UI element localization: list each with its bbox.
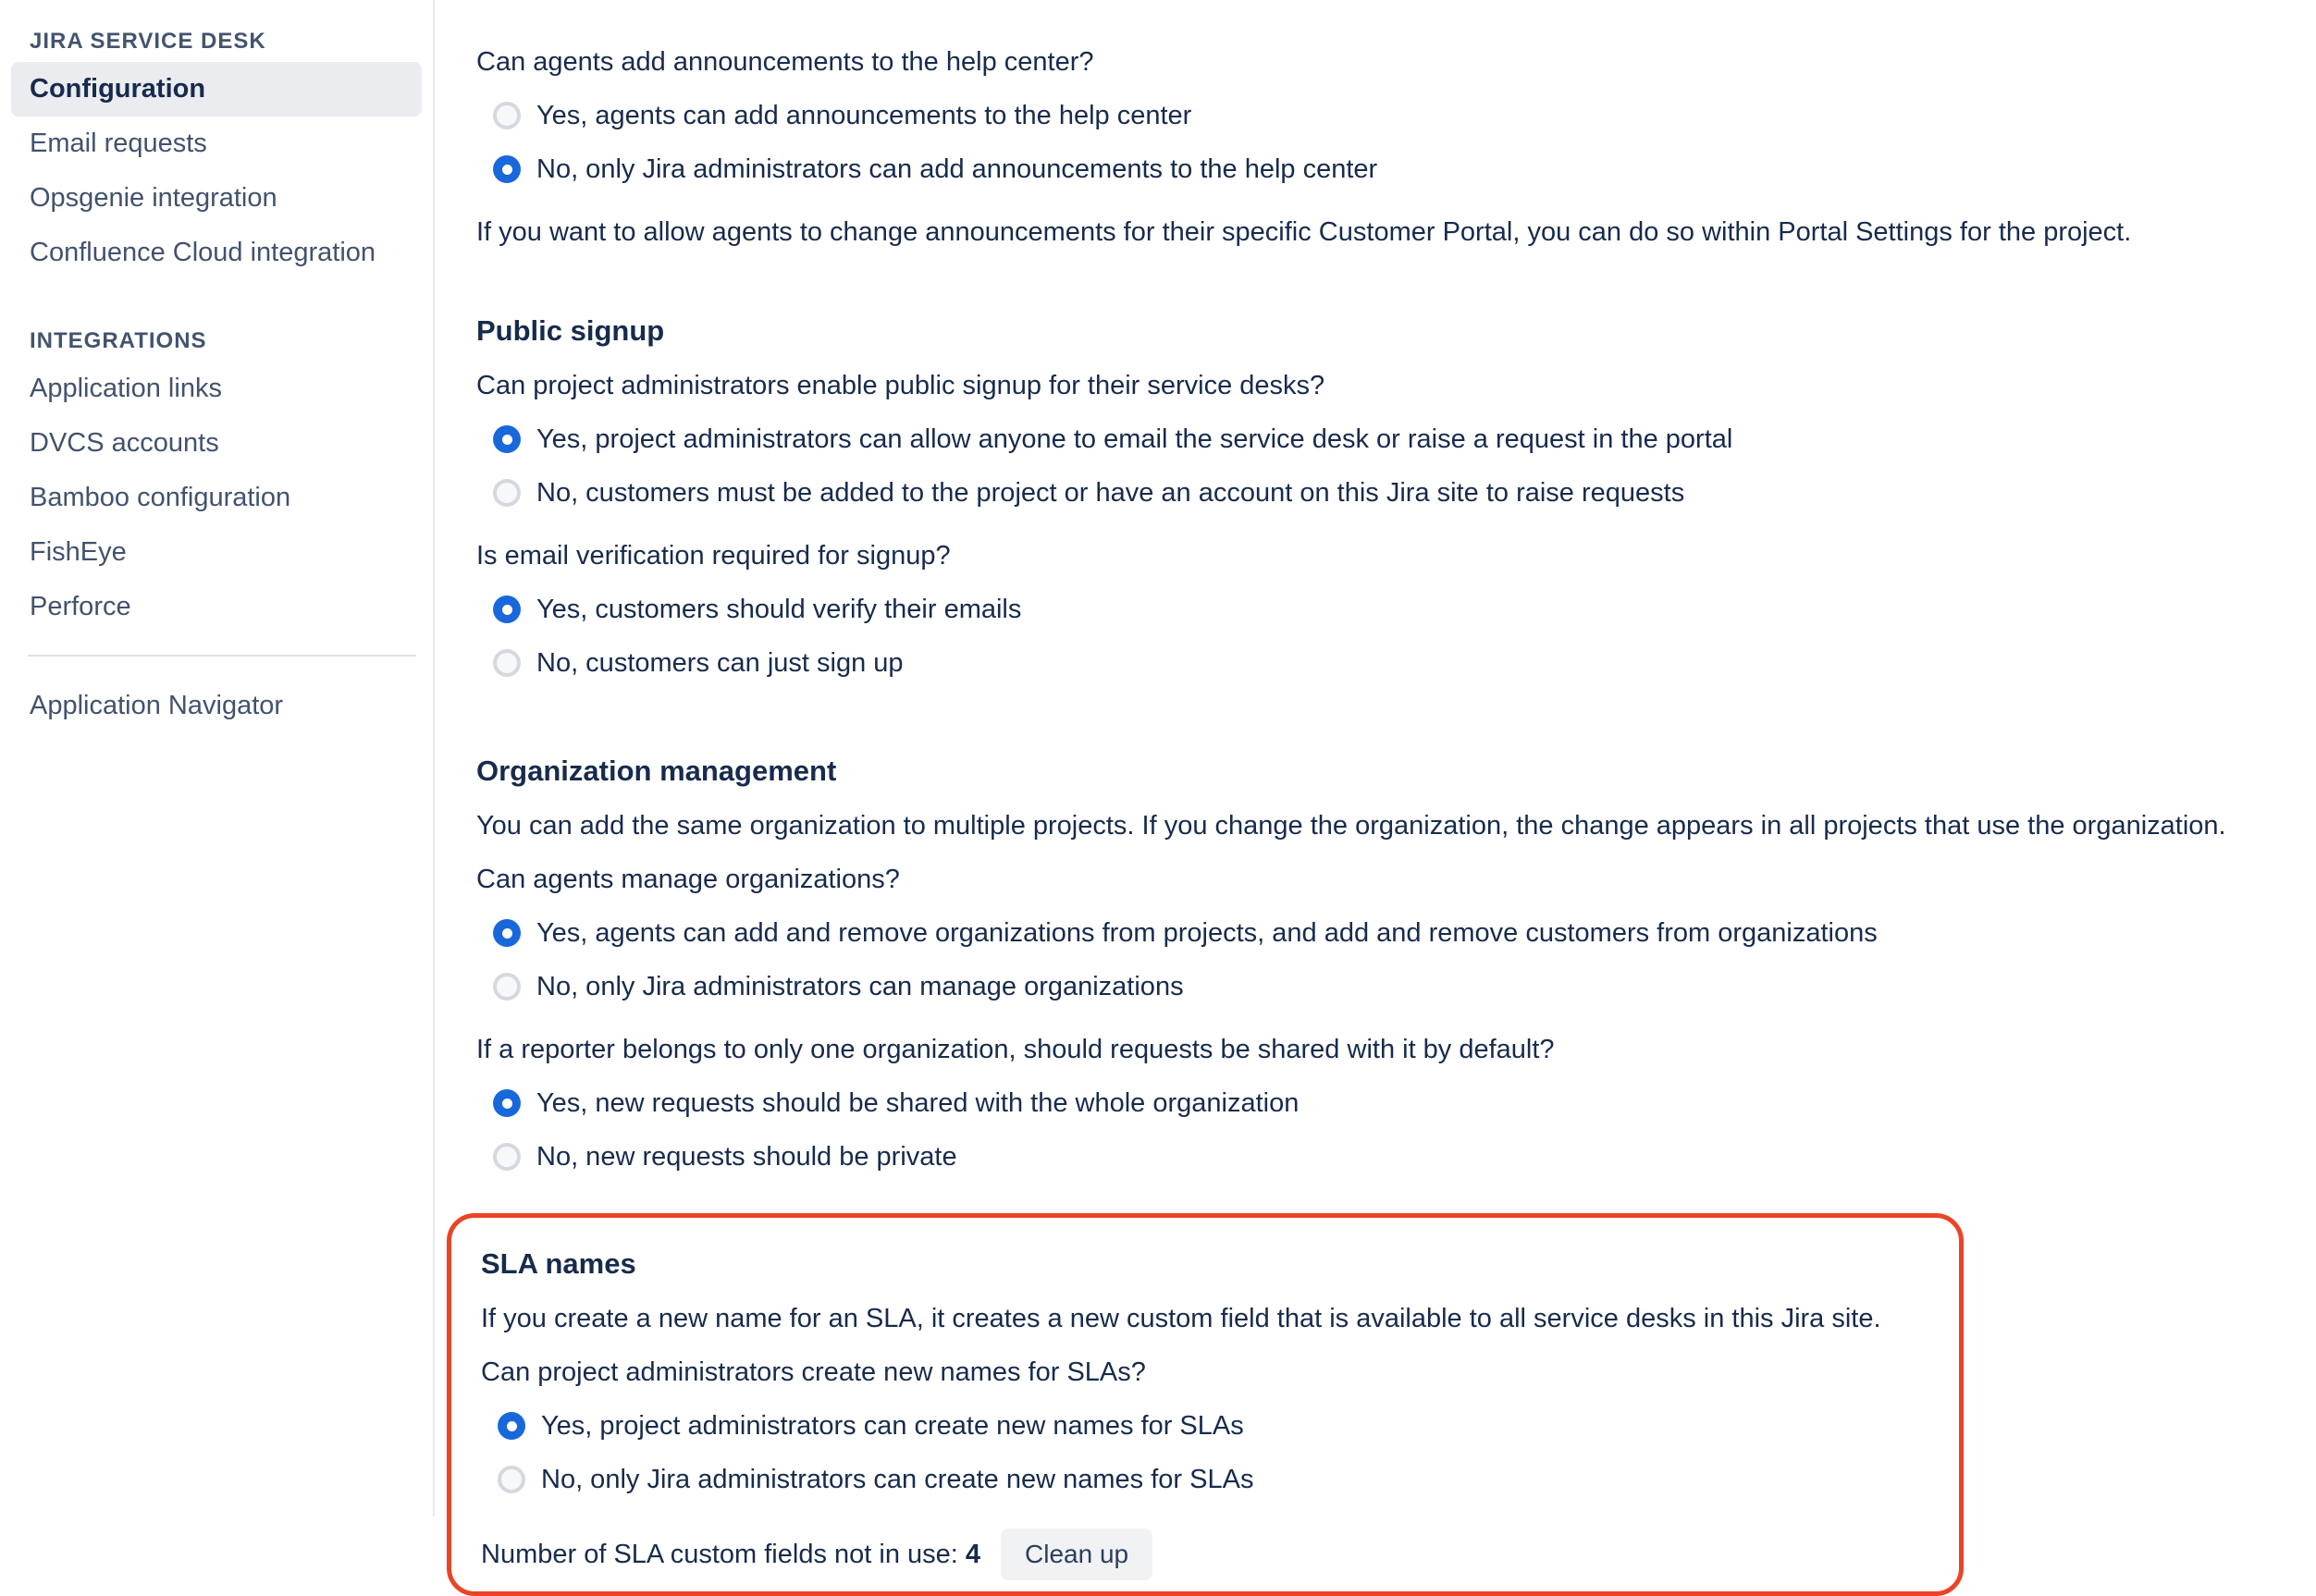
radio-option-label: No, only Jira administrators can manage organizations [536, 972, 1184, 1001]
radio-option-label: Yes, agents can add and remove organizations from projects, and add and remove customers from organizations [536, 918, 1878, 948]
question-share-requests-default: If a reporter belongs to only one organization, should requests be shared with it by default? [476, 1035, 1555, 1064]
radio-group-sla-names [498, 1399, 1929, 1506]
radio-option-sla-names-yes[interactable] [498, 1399, 1929, 1453]
section-heading-organization-management: Organization management [476, 755, 837, 787]
sla-cleanup-text: Number of SLA custom fields not in use: [481, 1540, 958, 1569]
sidebar-item-application-navigator[interactable]: Application Navigator [30, 691, 284, 720]
clean-up-button[interactable]: Clean up [1001, 1528, 1152, 1580]
radio-option-label: Yes, project administrators can allow anyone to email the service desk or raise a request in the portal [536, 424, 1733, 454]
section-heading-sla-names: SLA names [481, 1247, 636, 1280]
sla-description: If you create a new name for an SLA, it creates a new custom field that is available to all service desks in this Jira site. [481, 1304, 1881, 1333]
question-email-verification: Is email verification required for signup? [476, 541, 951, 571]
radio-option-manage-organizations-yes[interactable] [493, 906, 2279, 960]
radio-option-manage-organizations-no[interactable] [493, 960, 2279, 1013]
radio-option-label: No, customers can just sign up [536, 648, 904, 678]
radio-option-label: No, only Jira administrators can create new names for SLAs [541, 1465, 1254, 1494]
sidebar-item-opsgenie-integration[interactable]: Opsgenie integration [30, 183, 277, 213]
sidebar-item-application-links[interactable]: Application links [30, 374, 222, 403]
radio-option-sla-names-no[interactable] [498, 1453, 1929, 1506]
radio-option-email-verification-yes[interactable] [493, 583, 2279, 636]
settings-sidebar [0, 0, 435, 1516]
section-heading-public-signup: Public signup [476, 314, 665, 347]
radio-unchecked-icon[interactable] [493, 973, 521, 1001]
radio-option-share-requests-yes[interactable] [493, 1076, 2279, 1130]
radio-option-label: Yes, new requests should be shared with the whole organization [536, 1088, 1300, 1118]
question-agents-manage-organizations: Can agents manage organizations? [476, 865, 900, 894]
radio-group-share-requests [493, 1076, 2279, 1184]
radio-checked-icon[interactable] [498, 1412, 525, 1440]
radio-option-email-verification-no[interactable] [493, 636, 2279, 690]
radio-checked-icon[interactable] [493, 1089, 521, 1117]
radio-unchecked-icon[interactable] [493, 102, 521, 129]
sidebar-section-title-jira-service-desk: JIRA SERVICE DESK [30, 29, 266, 54]
radio-option-label: Yes, agents can add announcements to the help center [536, 101, 1192, 130]
sidebar-item-configuration[interactable]: Configuration [11, 62, 422, 117]
radio-unchecked-icon[interactable] [493, 479, 521, 507]
sidebar-item-dvcs-accounts[interactable]: DVCS accounts [30, 428, 219, 458]
radio-group-email-verification [493, 583, 2279, 690]
radio-group-public-signup [493, 412, 2279, 520]
sidebar-divider [28, 655, 416, 657]
radio-group-manage-organizations [493, 906, 2279, 1013]
radio-unchecked-icon[interactable] [493, 1143, 521, 1171]
radio-option-label: Yes, project administrators can create new names for SLAs [541, 1411, 1244, 1441]
sidebar-section-title-integrations: INTEGRATIONS [30, 328, 207, 353]
radio-option-label: No, customers must be added to the project or have an account on this Jira site to raise requests [536, 478, 1685, 508]
radio-option-announcements-no[interactable] [493, 142, 2279, 196]
question-public-signup: Can project administrators enable public signup for their service desks? [476, 371, 1325, 400]
sla-names-highlight-annotation [447, 1213, 1964, 1596]
sla-cleanup-row [481, 1528, 1929, 1580]
radio-checked-icon[interactable] [493, 425, 521, 453]
question-create-sla-names: Can project administrators create new names for SLAs? [481, 1357, 1146, 1387]
radio-option-label: Yes, customers should verify their emails [536, 595, 1022, 624]
radio-checked-icon[interactable] [493, 155, 521, 183]
radio-unchecked-icon[interactable] [498, 1466, 525, 1493]
radio-option-public-signup-no[interactable] [493, 466, 2279, 520]
sidebar-item-bamboo-configuration[interactable]: Bamboo configuration [30, 483, 291, 512]
radio-checked-icon[interactable] [493, 595, 521, 623]
radio-option-announcements-yes[interactable] [493, 89, 2279, 142]
radio-unchecked-icon[interactable] [493, 649, 521, 677]
configuration-content [435, 0, 2316, 1569]
sidebar-item-fisheye[interactable]: FishEye [30, 537, 127, 567]
radio-group-announcements [493, 89, 2279, 196]
radio-option-label: No, only Jira administrators can add announcements to the help center [536, 154, 1378, 184]
organization-description: You can add the same organization to multiple projects. If you change the organization, the change appears in all projects that use the organization. [476, 811, 2226, 841]
sla-unused-count: 4 [965, 1540, 981, 1569]
radio-option-public-signup-yes[interactable] [493, 412, 2279, 466]
radio-option-share-requests-no[interactable] [493, 1130, 2279, 1184]
sidebar-item-confluence-cloud-integration[interactable]: Confluence Cloud integration [30, 238, 376, 267]
sla-cleanup-label [481, 1537, 980, 1572]
question-agents-add-announcements: Can agents add announcements to the help center? [476, 47, 1094, 77]
sidebar-item-email-requests[interactable]: Email requests [30, 129, 207, 158]
radio-option-label: No, new requests should be private [536, 1142, 957, 1172]
announcements-note: If you want to allow agents to change announcements for their specific Customer Portal, you can do so within Portal Settings for the project. [476, 217, 2132, 247]
radio-checked-icon[interactable] [493, 919, 521, 947]
sidebar-item-perforce[interactable]: Perforce [30, 592, 131, 621]
